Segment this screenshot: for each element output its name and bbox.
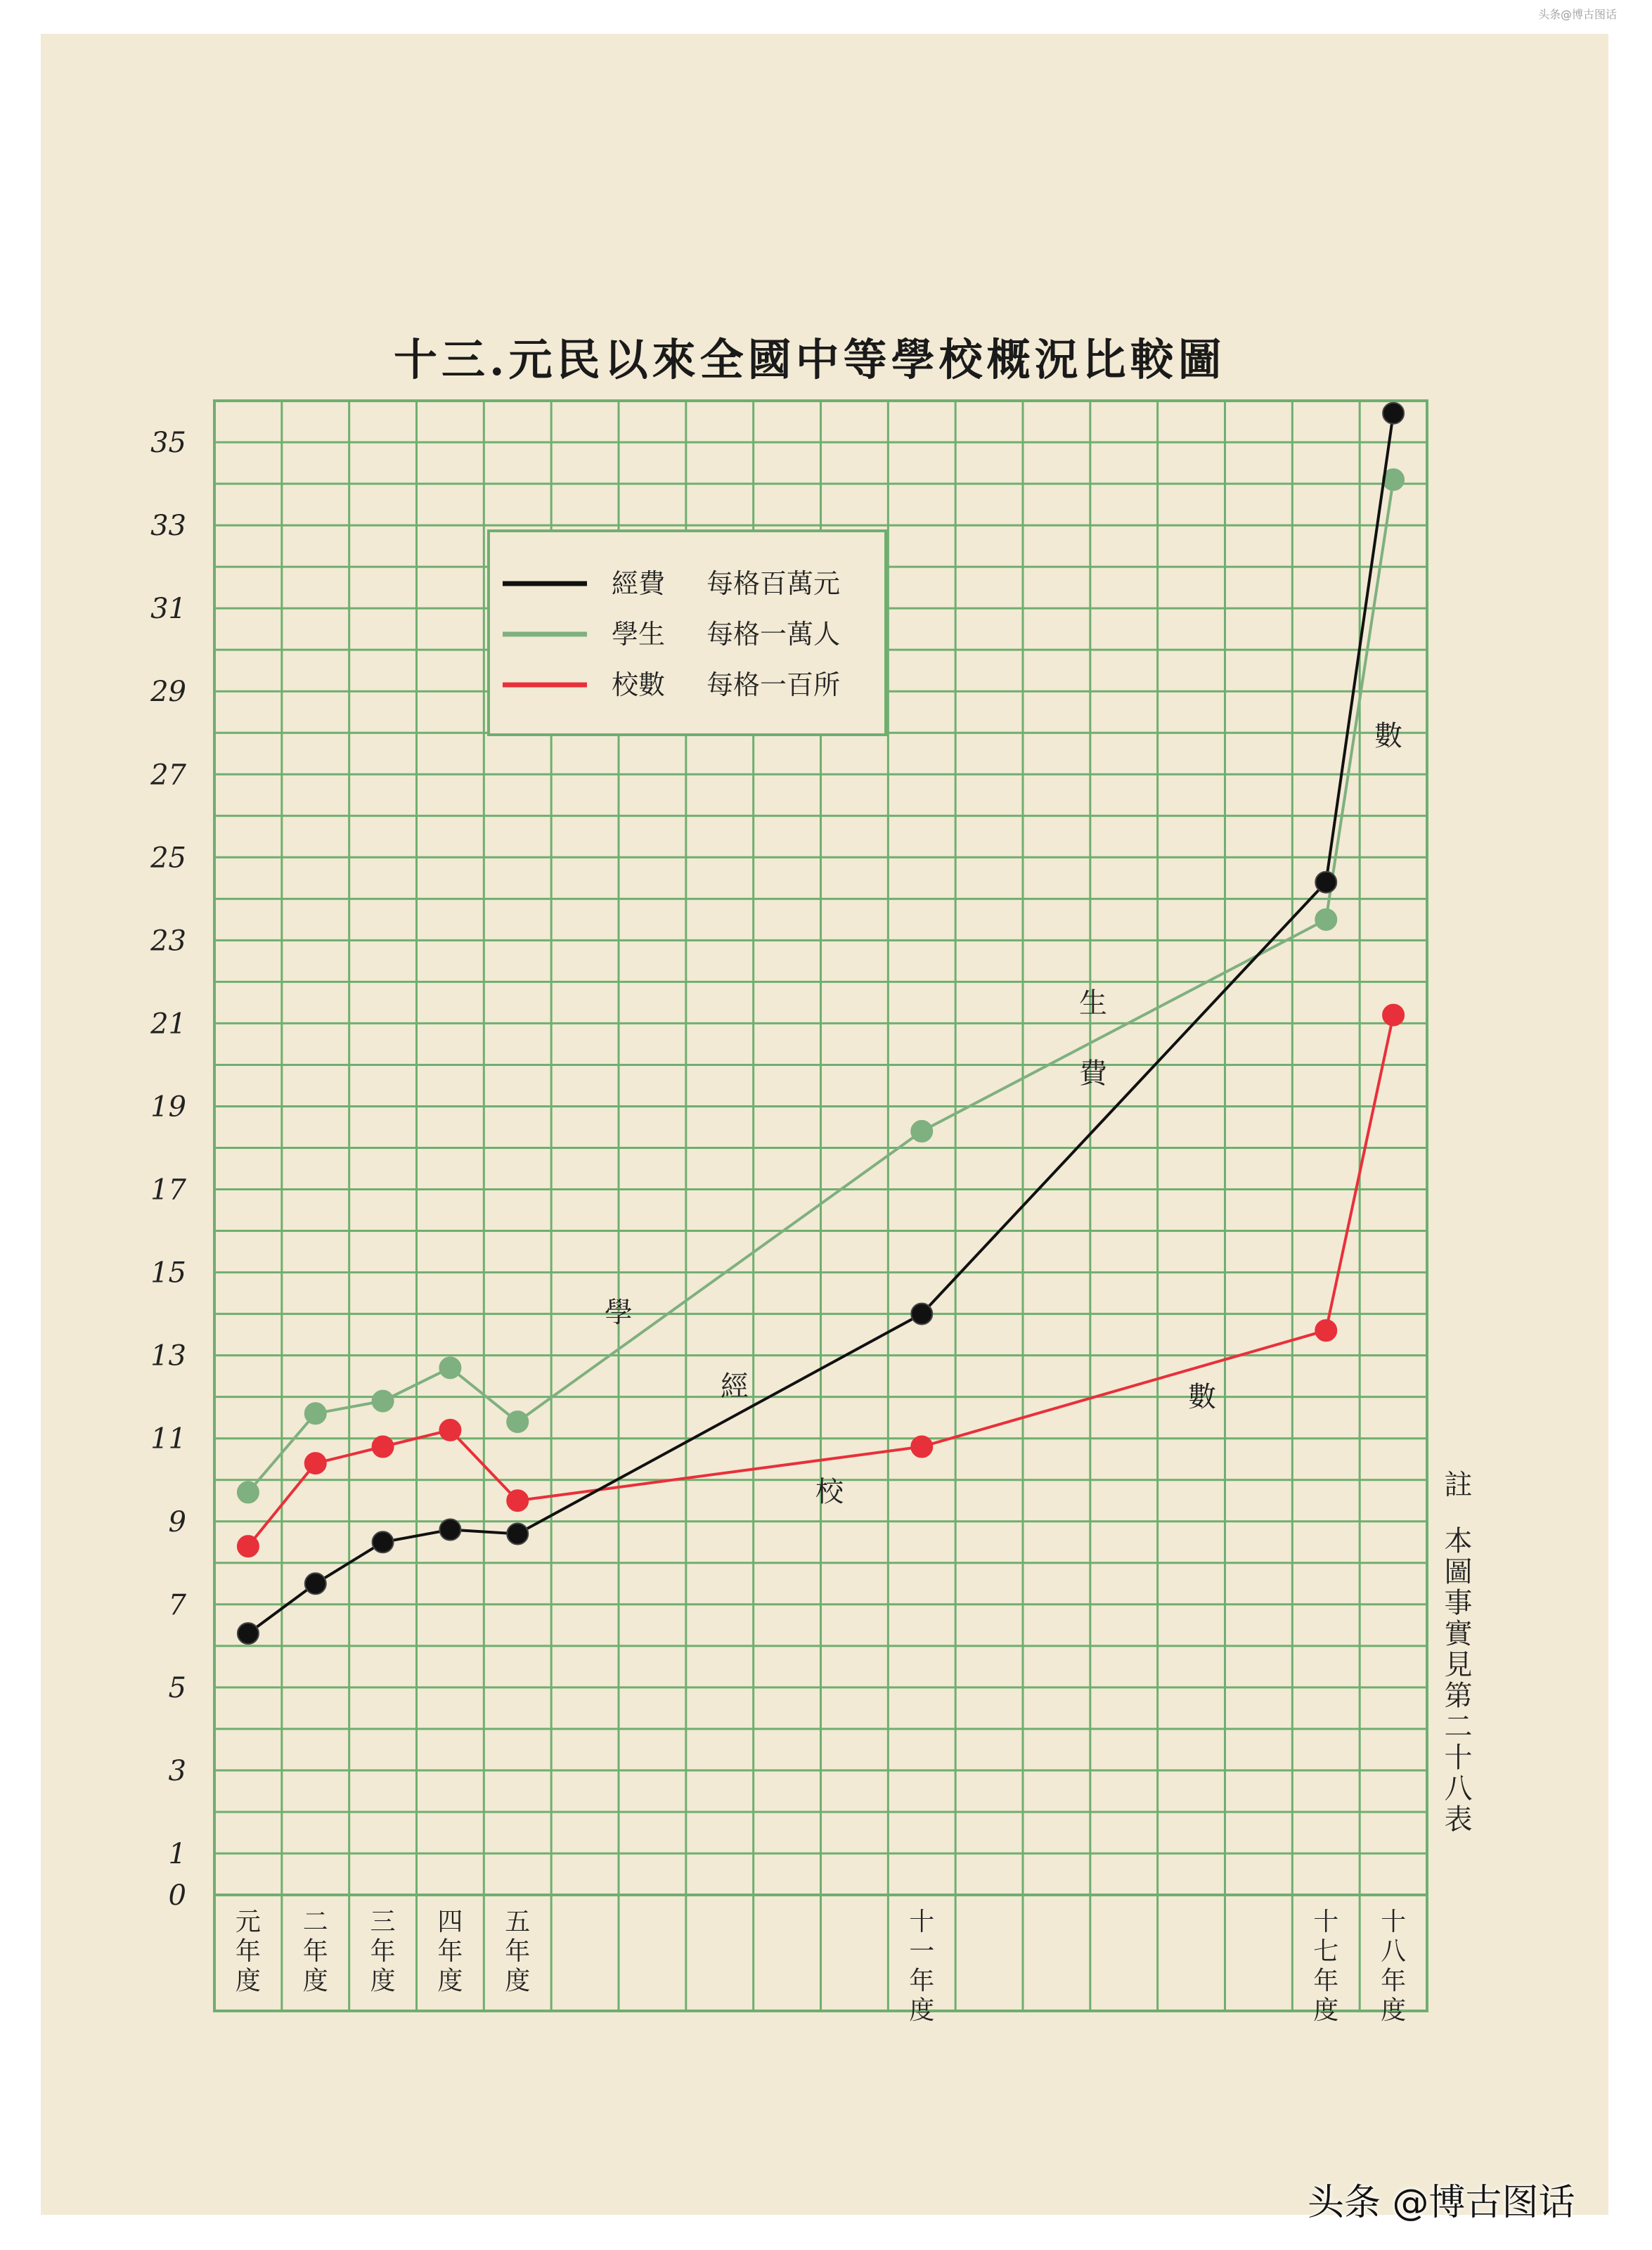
x-tick-label: 十八年度 — [1381, 1908, 1407, 2025]
y-tick-label: 7 — [168, 1588, 186, 1621]
y-tick-label: 25 — [150, 842, 186, 875]
y-tick-label: 15 — [150, 1256, 186, 1290]
data-point — [238, 1536, 259, 1557]
x-tick-label: 二年度 — [302, 1908, 328, 1995]
data-point — [507, 1490, 528, 1511]
data-point — [373, 1391, 394, 1412]
legend-unit: 每格一萬人 — [706, 619, 841, 650]
data-point — [911, 1304, 932, 1325]
data-point — [507, 1411, 528, 1432]
x-tick-label: 十七年度 — [1313, 1908, 1339, 2025]
y-tick-label: 9 — [168, 1505, 186, 1538]
y-tick-label: 31 — [150, 593, 186, 626]
y-tick-label: 3 — [168, 1754, 186, 1787]
series-on-line-label: 校 — [815, 1476, 844, 1508]
y-tick-label: 17 — [150, 1174, 186, 1207]
legend-unit: 每格一百所 — [706, 669, 841, 700]
y-tick-label: 13 — [150, 1339, 186, 1372]
data-point — [439, 1420, 460, 1441]
data-point — [305, 1403, 326, 1424]
series-on-line-label: 數 — [1188, 1381, 1216, 1413]
data-point — [439, 1357, 460, 1378]
data-point — [1315, 1320, 1336, 1341]
data-point — [373, 1436, 394, 1458]
data-point — [238, 1481, 259, 1503]
data-point — [305, 1573, 326, 1594]
data-point — [507, 1523, 528, 1544]
data-point — [1383, 403, 1404, 424]
note-body: 本圖事實見第二十八表 — [1440, 1526, 1472, 1835]
y-tick-label: 23 — [150, 925, 186, 958]
legend-unit: 每格百萬元 — [706, 568, 841, 599]
y-tick-label: 5 — [168, 1671, 186, 1704]
y-tick-label: 0 — [168, 1879, 186, 1912]
data-point — [1383, 1005, 1404, 1026]
watermark-text: 头条 @博古图话 — [1308, 2182, 1575, 2224]
x-tick-label: 元年度 — [235, 1908, 261, 1995]
series-extra-label: 數 — [1374, 720, 1402, 752]
note-heading: 註 — [1440, 1470, 1472, 1500]
y-tick-label: 11 — [150, 1422, 186, 1455]
x-tick-label: 五年度 — [505, 1908, 531, 1995]
data-point — [911, 1436, 932, 1458]
legend-name: 學生 — [612, 619, 666, 650]
series-on-line-label: 經 — [721, 1370, 749, 1403]
data-point — [439, 1519, 460, 1541]
y-tick-label: 35 — [150, 427, 186, 460]
legend-name: 校數 — [612, 669, 666, 700]
data-point — [1315, 909, 1336, 930]
x-tick-label: 十一年度 — [909, 1908, 935, 2025]
data-point — [1315, 872, 1336, 893]
x-tick-label: 三年度 — [370, 1908, 396, 1995]
series-on-line-label: 費 — [1079, 1058, 1107, 1090]
y-tick-label: 33 — [150, 510, 186, 543]
y-tick-label: 29 — [150, 676, 186, 709]
series-on-line-label: 生 — [1079, 987, 1107, 1020]
legend-name: 經費 — [612, 568, 666, 599]
data-point — [911, 1121, 932, 1142]
data-point — [305, 1453, 326, 1474]
y-tick-label: 21 — [150, 1008, 186, 1041]
data-point — [373, 1531, 394, 1552]
series-on-line-label: 學 — [605, 1297, 633, 1329]
y-tick-label: 27 — [150, 759, 186, 792]
corner-tag: 头条@博古图话 — [1537, 8, 1617, 21]
chart-title: 十三.元民以來全國中等學校概況比較圖 — [394, 334, 1226, 385]
data-point — [238, 1623, 259, 1644]
y-tick-label: 1 — [168, 1837, 186, 1870]
x-tick-label: 四年度 — [437, 1908, 463, 1995]
y-tick-label: 19 — [150, 1091, 186, 1124]
